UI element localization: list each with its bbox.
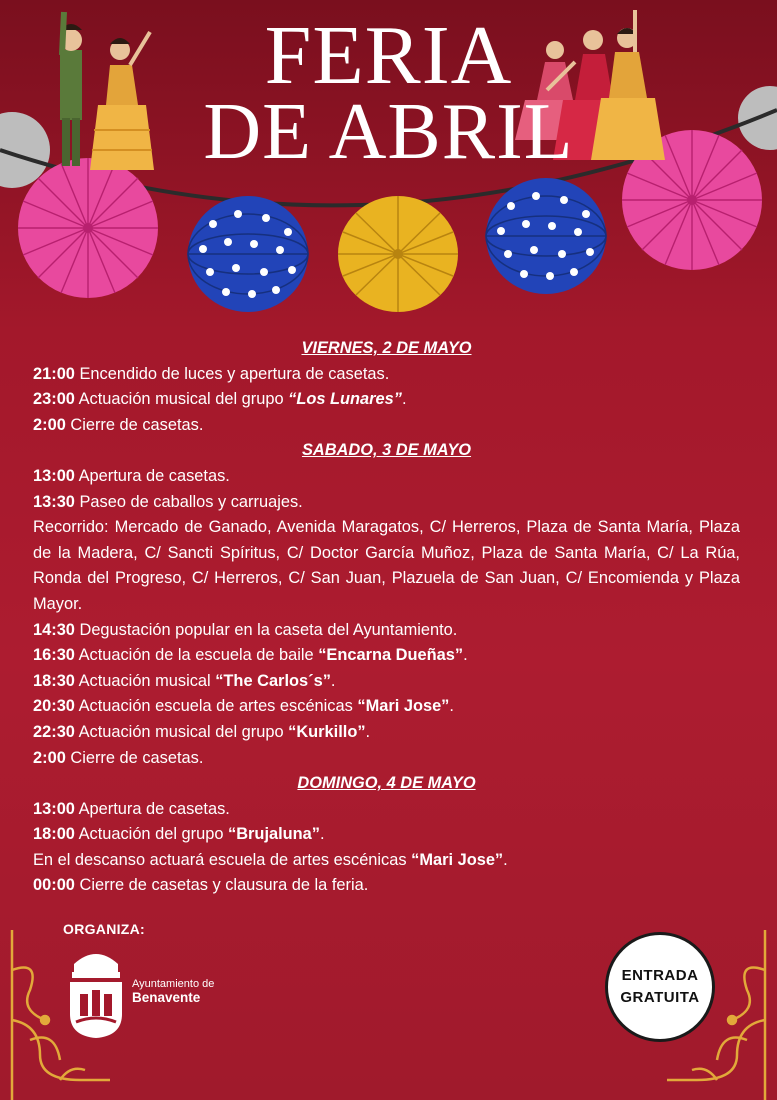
blue-lantern-left (188, 196, 308, 312)
schedule-item: 21:00 Encendido de luces y apertura de casetas. (33, 364, 390, 383)
badge-line-2: GRATUITA (620, 989, 700, 1006)
free-entry-badge (605, 932, 715, 1042)
event-title (0, 9, 777, 176)
schedule-item: 2:00 Cierre de casetas. (33, 748, 204, 767)
blue-lantern-right (486, 178, 606, 294)
organizer-line-2: Benavente (132, 990, 201, 1005)
badge-line-1: ENTRADA (621, 967, 699, 984)
schedule-note: En el descanso actuará escuela de artes escénicas “Mari Jose”. (33, 850, 508, 869)
schedule-item: 13:00 Apertura de casetas. (33, 799, 230, 818)
yellow-lantern (338, 196, 458, 312)
day-heading-domingo: DOMINGO, 4 DE MAYO (297, 774, 476, 793)
pink-fan-left (18, 158, 158, 298)
day-heading-sabado: SABADO, 3 DE MAYO (301, 441, 472, 460)
schedule-item: 18:00 Actuación del grupo “Brujaluna”. (33, 825, 325, 844)
schedule-item: 18:30 Actuación musical “The Carlos´s”. (33, 671, 336, 690)
schedule-item: 22:30 Actuación musical del grupo “Kurkillo”. (33, 722, 371, 741)
organizer-line-1: Ayuntamiento de (132, 978, 215, 990)
day-heading-viernes: VIERNES, 2 DE MAYO (301, 339, 472, 357)
program (33, 336, 740, 899)
schedule-item: 20:30 Actuación escuela de artes escénicas “Mari Jose”. (33, 697, 454, 716)
schedule-item: 23:00 Actuación musical del grupo “Los Lunares”. (33, 390, 407, 409)
schedule-item: 16:30 Actuación de la escuela de baile “Encarna Dueñas”. (33, 646, 468, 665)
title-line-2: DE ABRIL (203, 88, 574, 176)
route-description: Recorrido: Mercado de Ganado, Avenida Maragatos, C/ Herreros, Plaza de Santa María, Plaza de la Madera, C/ Sancti Spíritus, C/ Doctor García Muñoz, Plaza de Santa María, C/ La Rúa, Ronda del Progreso, C/ Herreros, C/ San Juan, Plazuela de San Juan, C/ Encomienda y Plaza Mayor. (33, 518, 740, 613)
schedule-item: 2:00 Cierre de casetas. (33, 415, 204, 434)
schedule-item: 14:30 Degustación popular en la caseta del Ayuntamiento. (33, 620, 458, 639)
organizer-name (132, 977, 214, 1005)
title-line-1: FERIA (264, 9, 513, 102)
schedule-item: 00:00 Cierre de casetas y clausura de la feria. (33, 876, 369, 895)
organizer-label: ORGANIZA: (63, 921, 146, 937)
schedule-item: 13:00 Apertura de casetas. (33, 466, 230, 485)
schedule-item: 13:30 Paseo de caballos y carruajes. (33, 492, 303, 511)
benavente-crest-icon (66, 944, 126, 1040)
